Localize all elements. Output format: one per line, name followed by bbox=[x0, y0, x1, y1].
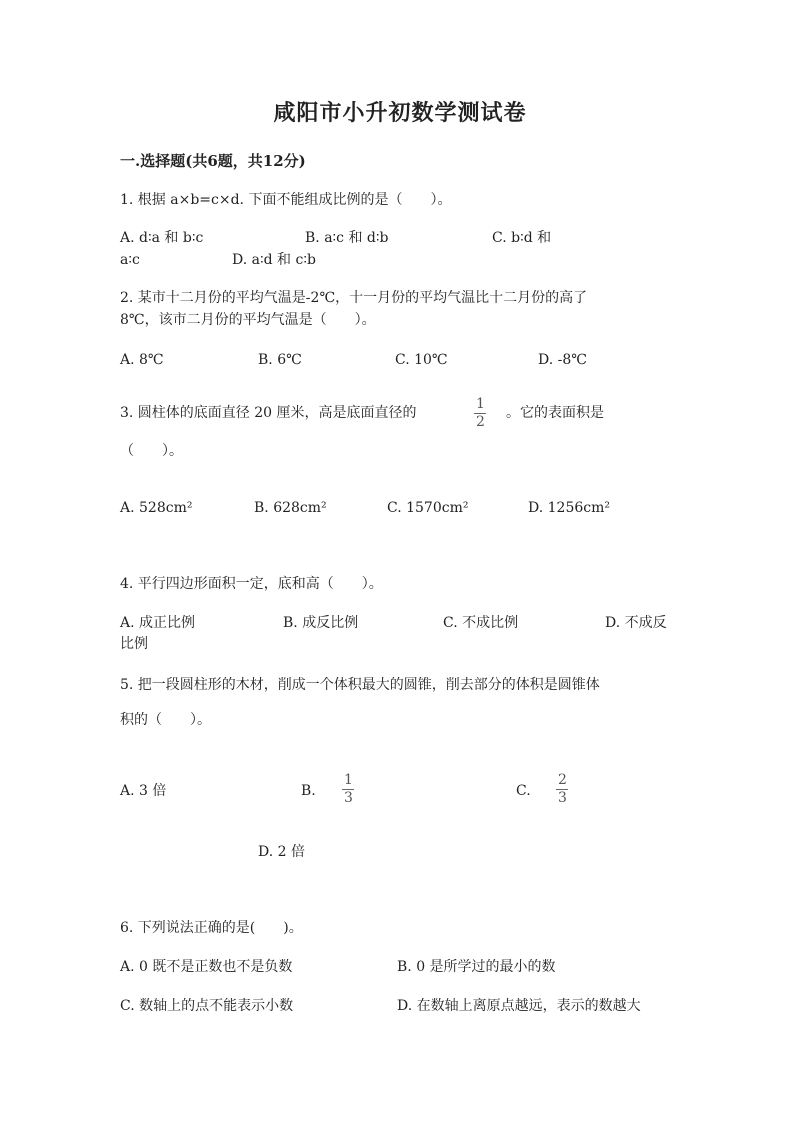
page-title: 咸阳市小升初数学测试卷 bbox=[273, 100, 527, 126]
question-2-stem-line1: 2. 某市十二月份的平均气温是-2℃，十一月份的平均气温比十二月份的高了 bbox=[120, 290, 588, 306]
question-6-option-d[interactable]: D. 在数轴上离原点越远，表示的数越大 bbox=[397, 998, 641, 1014]
question-1-option-d[interactable]: D. a∶d 和 c∶b bbox=[232, 252, 316, 268]
fraction-numerator: 2 bbox=[558, 772, 567, 788]
question-6-option-c[interactable]: C. 数轴上的点不能表示小数 bbox=[120, 998, 294, 1014]
question-4-option-a[interactable]: A. 成正比例 bbox=[120, 615, 196, 631]
question-5-stem-line2: 积的（ ）。 bbox=[120, 712, 211, 728]
question-4-stem: 4. 平行四边形面积一定，底和高（ ）。 bbox=[120, 576, 383, 592]
question-6-option-a[interactable]: A. 0 既不是正数也不是负数 bbox=[120, 959, 293, 975]
question-6-stem: 6. 下列说法正确的是( )。 bbox=[120, 920, 303, 936]
question-1-stem: 1. 根据 a×b=c×d. 下面不能组成比例的是（ ）。 bbox=[120, 192, 452, 208]
question-3-option-c[interactable]: C. 1570cm² bbox=[387, 500, 469, 516]
question-3-stem-post: 。它的表面积是 bbox=[506, 405, 604, 421]
question-4-option-c[interactable]: C. 不成比例 bbox=[443, 615, 519, 631]
question-2-option-d[interactable]: D. -8℃ bbox=[538, 352, 587, 368]
question-1-option-c[interactable]: C. b∶d 和 bbox=[492, 230, 552, 246]
question-1-option-a[interactable]: A. d∶a 和 b∶c bbox=[120, 230, 204, 246]
question-5-stem-line1: 5. 把一段圆柱形的木材，削成一个体积最大的圆锥，削去部分的体积是圆锥体 bbox=[120, 677, 600, 693]
fraction-denominator: 3 bbox=[344, 790, 353, 806]
question-2-stem-line2: 8℃，该市二月份的平均气温是（ ）。 bbox=[120, 312, 376, 328]
question-3-option-d[interactable]: D. 1256cm² bbox=[528, 500, 610, 516]
question-1-option-b[interactable]: B. a∶c 和 d∶b bbox=[305, 230, 389, 246]
section-heading: 一.选择题(共6题，共12分) bbox=[120, 152, 306, 170]
fraction-numerator: 1 bbox=[344, 772, 353, 788]
question-4-option-d[interactable]: D. 不成反 bbox=[605, 615, 667, 631]
question-5-option-c-label[interactable]: C. bbox=[516, 783, 531, 799]
question-2-option-b[interactable]: B. 6℃ bbox=[258, 352, 302, 368]
question-4-option-b[interactable]: B. 成反比例 bbox=[283, 615, 359, 631]
question-1-option-c-cont: a∶c bbox=[120, 252, 140, 268]
question-2-option-a[interactable]: A. 8℃ bbox=[120, 352, 164, 368]
fraction-denominator: 2 bbox=[476, 414, 485, 430]
question-3-fraction bbox=[474, 397, 487, 430]
question-5-option-d[interactable]: D. 2 倍 bbox=[258, 844, 305, 860]
question-5-option-b-fraction bbox=[342, 773, 355, 806]
question-2-option-c[interactable]: C. 10℃ bbox=[395, 352, 448, 368]
question-6-option-b[interactable]: B. 0 是所学过的最小的数 bbox=[397, 959, 556, 975]
question-4-option-d-cont: 比例 bbox=[120, 636, 148, 652]
fraction-denominator: 3 bbox=[558, 790, 567, 806]
fraction-numerator: 1 bbox=[476, 396, 485, 412]
question-3-stem-pre: 3. 圆柱体的底面直径 20 厘米，高是底面直径的 bbox=[120, 405, 417, 421]
question-5-option-a[interactable]: A. 3 倍 bbox=[120, 783, 167, 799]
question-3-stem-line2: （ ）。 bbox=[120, 443, 183, 459]
question-3-option-b[interactable]: B. 628cm² bbox=[254, 500, 327, 516]
question-5-option-c-fraction bbox=[556, 773, 569, 806]
question-5-option-b-label[interactable]: B. bbox=[301, 783, 316, 799]
question-3-option-a[interactable]: A. 528cm² bbox=[120, 500, 193, 516]
